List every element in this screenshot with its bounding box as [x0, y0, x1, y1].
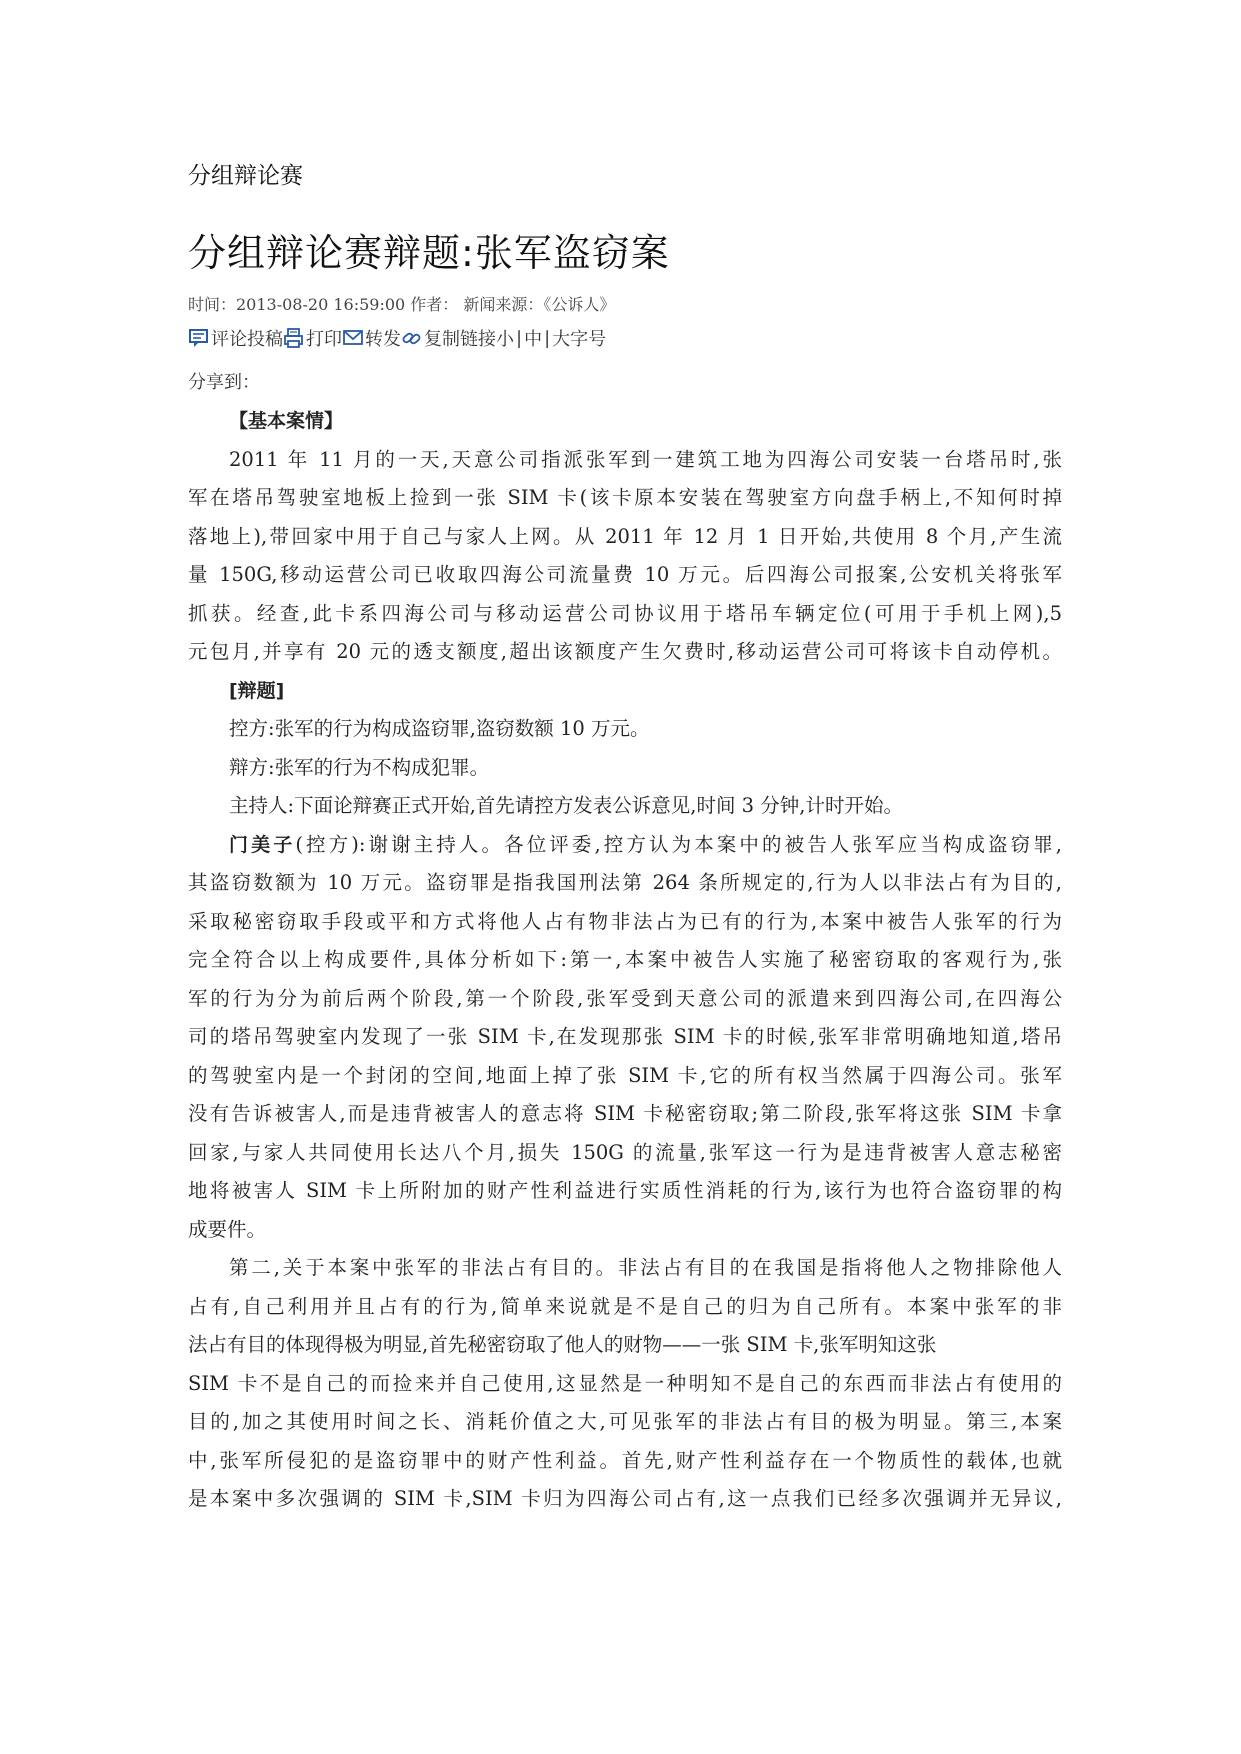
- speech-first-line: [188, 826, 1062, 865]
- font-size-medium[interactable]: 中: [524, 329, 543, 350]
- host-statement: 主持人:下面论辩赛正式开始,首先请控方发表公诉意见,时间 3 分钟,计时开始。: [229, 794, 903, 817]
- paragraph-line: 第二,关于本案中张军的非法占有目的。非法占有目的在我国是指将他人之物排除他人: [229, 1256, 1062, 1279]
- font-size-large[interactable]: 大字号: [552, 329, 607, 350]
- paragraph-line: 其盗窃数额为 10 万元。盗窃罪是指我国刑法第 264 条所规定的,行为人以非法占有为目的,: [188, 871, 1062, 894]
- paragraph-line: 2011 年 11 月的一天,天意公司指派张军到一建筑工地为四海公司安装一台塔吊时,张: [229, 447, 1062, 471]
- size-separator: |: [544, 327, 551, 349]
- paragraph-line: 采取秘密窃取手段或平和方式将他人占有物非法占为已有的行为,本案中被告人张军的行为: [188, 909, 1062, 933]
- paragraph-line: 地将被害人 SIM 卡上所附加的财产性利益进行实质性消耗的行为,该行为也符合盗窃罪的构: [188, 1179, 1062, 1202]
- paragraph-line: 目的,加之其使用时间之长、消耗价值之大,可见张军的非法占有目的极为明显。第三,本案: [188, 1410, 1062, 1433]
- copy-link-label: 复制链接: [424, 329, 496, 350]
- copy-link-button[interactable]: [401, 325, 496, 351]
- defense-position: 辩方:张军的行为不构成犯罪。: [229, 755, 490, 779]
- paragraph-line: 量 150G,移动运营公司已收取四海公司流量费 10 万元。后四海公司报案,公安机关将张军: [188, 563, 1062, 586]
- section-heading-topic: [辩题]: [229, 679, 285, 702]
- paragraph-line: 法占有目的体现得极为明显,首先秘密窃取了他人的财物——一张 SIM 卡,张军明知这张: [188, 1333, 937, 1356]
- comment-button[interactable]: [188, 325, 283, 351]
- size-separator: |: [516, 327, 523, 349]
- comment-label: 评论投稿: [211, 329, 283, 350]
- paragraph-line: 完全符合以上构成要件,具体分析如下:第一,本案中被告人实施了秘密窃取的客观行为,张: [188, 948, 1062, 971]
- page-title: 分组辩论赛辩题:张军盗窃案: [188, 231, 670, 275]
- print-button[interactable]: [283, 325, 342, 351]
- speaker-name: 门美子: [229, 833, 296, 856]
- mail-icon: [342, 327, 364, 349]
- paragraph-line: 没有告诉被害人,而是违背被害人的意志将 SIM 卡秘密窃取;第二阶段,张军将这张 SIM 卡拿: [188, 1102, 1062, 1125]
- article-toolbar: [188, 325, 606, 351]
- paragraph-line: 中,张军所侵犯的是盗窃罪中的财产性利益。首先,财产性利益存在一个物质性的载体,也就: [188, 1448, 1062, 1472]
- print-icon: [283, 327, 305, 349]
- article-meta: 时间：2013-08-20 16:59:00 作者： 新闻来源：《公诉人》: [188, 295, 616, 314]
- prosecution-position: 控方:张军的行为构成盗窃罪,盗窃数额 10 万元。: [229, 717, 650, 740]
- comment-icon: [188, 327, 210, 349]
- paragraph-line: 落地上),带回家中用于自己与家人上网。从 2011 年 12 月 1 日开始,共使用 8 个月,产生流: [188, 524, 1062, 548]
- paragraph-line: 司的塔吊驾驶室内发现了一张 SIM 卡,在发现那张 SIM 卡的时候,张军非常明确地知道,塔吊: [188, 1025, 1062, 1048]
- paragraph-line: 军的行为分为前后两个阶段,第一个阶段,张军受到天意公司的派遣来到四海公司,在四海公: [188, 986, 1062, 1010]
- paragraph-line: 的驾驶室内是一个封闭的空间,地面上掉了张 SIM 卡,它的所有权当然属于四海公司。张军: [188, 1063, 1062, 1087]
- print-label: 打印: [306, 329, 342, 350]
- forward-button[interactable]: [342, 325, 401, 351]
- paragraph-line: SIM 卡不是自己的而捡来并自己使用,这显然是一种明知不是自己的东西而非法占有使用的: [188, 1371, 1062, 1395]
- link-icon: [401, 327, 423, 349]
- font-size-small[interactable]: 小: [496, 329, 514, 350]
- paragraph-line: 元包月,并享有 20 元的透支额度,超出该额度产生欠费时,移动运营公司可将该卡自动停机。: [188, 640, 1062, 663]
- share-label: 分享到：: [188, 372, 260, 393]
- font-size-switcher: [496, 325, 606, 351]
- forward-label: 转发: [365, 329, 401, 350]
- paragraph-line: 是本案中多次强调的 SIM 卡,SIM 卡归为四海公司占有,这一点我们已经多次强调并无异议,: [188, 1487, 1062, 1510]
- category-label: 分组辩论赛: [188, 163, 303, 189]
- paragraph-line: 成要件。: [188, 1217, 267, 1241]
- paragraph-line: 占有,自己利用并且占有的行为,简单来说就是不是自己的归为自己所有。本案中张军的非: [188, 1294, 1062, 1318]
- paragraph-line: 回家,与家人共同使用长达八个月,损失 150G 的流量,张军这一行为是违背被害人意志秘密: [188, 1140, 1062, 1164]
- speech-opening: (控方):谢谢主持人。各位评委,控方认为本案中的被告人张军应当构成盗窃罪,: [295, 832, 1062, 856]
- paragraph-line: 军在塔吊驾驶室地板上捡到一张 SIM 卡(该卡原本安装在驾驶室方向盘手柄上,不知何时掉: [188, 486, 1062, 509]
- article-body: [188, 402, 1062, 1519]
- section-heading-basic: 【基本案情】: [229, 410, 344, 432]
- paragraph-line: 抓获。经查,此卡系四海公司与移动运营公司协议用于塔吊车辆定位(可用于手机上网),5: [188, 601, 1062, 625]
